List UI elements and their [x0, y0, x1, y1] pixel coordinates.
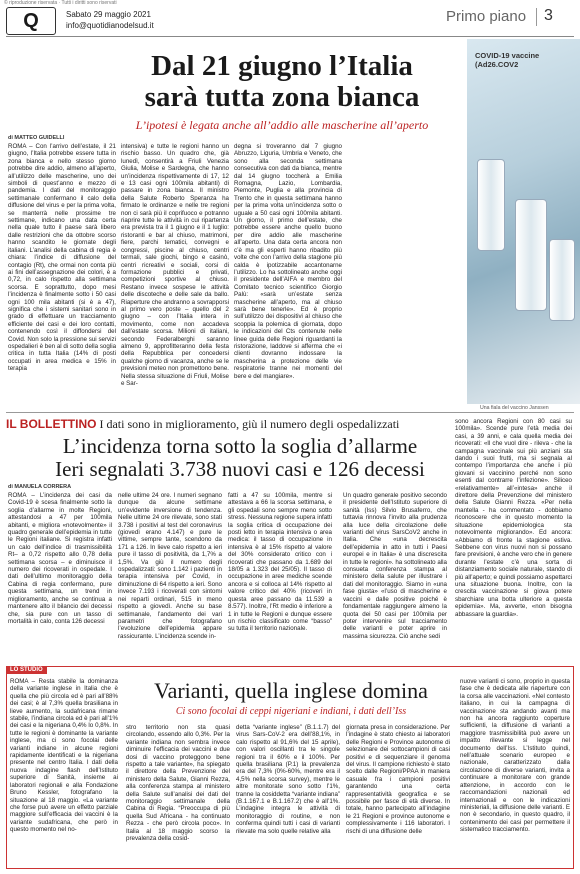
article2-byline: di MANUELA CORRERA [8, 484, 72, 490]
section-rule [6, 412, 574, 413]
page-number: 3 [544, 7, 553, 24]
article2-column-2: nelle ultime 24 ore. I numeri segnano dunque da alcune settimane un’evidente inversione di tendenza. Nelle ultime 24 ore rilevate, sono stati 3.738 i positivi al test del coronavirus (giovedì erano 4.147) e pure le vittime, sempre tante, scendono da 171 a 126. In lieve calo rispetto a ieri pure il tasso di positività, da 1,7% a 1,5%. Va giù il numero degli ospedalizzati: sono 1.142 i pazienti in terapia intensiva per Covid, in diminuzione di 64 rispetto a ieri. Sono invece 7.193 i ricoverati con sintomi nei reparti ordinari, 515 in meno rispetto a giovedì. Anche su base settimanale, l’andamento dei vari parametri che fotografano l’evoluzione dell’epidemia appare rassicurante. L’incidenza scende in- [118, 492, 222, 640]
article3-column-1: ROMA – Resta stabile la dominanza della variante inglese in Italia che è quella che più circola ed è pari all’88% dei casi; è al 7,3% quella brasiliana in lieve aumento, la sudafricana rimane stabile, l’indiana circola ed è pari all’1% dei casi e la nigeriana 0,4% lo 0,8%. In tutte le regioni è dominante la variante inglese, ma ci sono focolai delle varianti indiane in alcune regioni rapidamente identificati e la nigeriana presente nel centro Italia. I dati della nuova indagine flash dell’Istituto superiore di Sanità, insieme ai laboratori regionali e alla Fondazione Bruno Kessler, fotografano la situazione al 18 maggio. «La variante che forse può avere un effetto parziale maggiore sull’efficacia dei vaccini è la variante sudafricana, che però in questo momento nel no- [10, 678, 118, 834]
copyright-notice: © riproduzione riservata · Tutti i diritti sono riservati [4, 0, 117, 6]
article1-column-3: degna si troveranno dal 7 giugno Abruzzo, Liguria, Umbria e Veneto, che sono alla seconda settimana consecutiva con dati da bianca, mentre dal 14 giugno toccherà a Emilia Romagna, Lazio, Lombardia, Piemonte, Puglia e alla provincia di Trento che in questa settimana hanno per la prima volta un’incidenza sotto o uguale a 50 casi ogni 100mila abitanti. Un giorno, il primo dell’estate, che potrebbe essere anche quello buono per dire addio alle mascherine all’aperto. Una data certa ancora non c’è ma gli esperti hanno ribadito più volte che con l’arrivo della stagione più calda è ipotizzabile accantonarne l’utilizzo. Lo ha sottolineato anche oggi il presidente dell’AIFA e membro del Comitato tecnico scientifico Giorgio Palù: «sarà un’estate senza mascherine all’aperto, ma al chiuso sarà bene tenerle». Ed è proprio sull’utilizzo dei dispositivi al chiuso che scoppia la polemica di giornata, dopo le indicazioni del Cts contenute nelle linee guida delle Regioni riguardanti la ristorazione, laddove si afferma che «i clienti dovranno indossare la mascherina a protezione delle vie respiratorie tranne nei momenti del bere e del mangiare». [234, 143, 342, 380]
article2-column-1: ROMA – L’incidenza dei casi da Covid-19 è scesa finalmente sotto la soglia d’allarme in molte Regioni, attestandosi a 47 per 100mila abitanti, e migliora «notevolmente» il quadro generale dell’epidemia in tutte le Regioni italiane. Si registra infatti un calo dell’indice di trasmissibilità Rt– a 0,72 rispetto allo 0,78 della settimana scorsa – e diminuisce il numero dei ricoverati in ospedale. I dati dell’ultimo monitoraggio della Cabina di regia confermano, pure questa settimana, un trend in miglioramento, anche se continua a mantenere alto il bilancio dei decessi che, sia pure con un tasso di mortalità in calo, conta 126 decessi [8, 492, 112, 625]
photo-label [475, 51, 539, 69]
article2-headline [40, 435, 440, 481]
header-rule [6, 36, 574, 37]
newspaper-logo: Q [6, 7, 56, 35]
study-tag: LO STUDIO [6, 666, 47, 674]
vial-shape [477, 159, 505, 251]
photo-label-line2: (Ad26.COV2 [475, 60, 519, 69]
article2-column-4: Un quadro generale positivo secondo il presidente dell’Istituto superiore di sanità (Iss) Silvio Brusaferro, che tuttavia rinnova l’invito alla prudenza alla luce della circolazione delle varianti del virus SarsCoV2 anche in Italia. Che «una decrescita dell’epidemia in atto in tutti i Paesi europei e in Italia» è una discrescita in tutte le regioni». ha sottolineato alla consueta conferenza stampa al ministero della salute per illustrare i dati del monitoraggio. Siamo in «una fase giusta» «l’uso di mascherine e vaccini e dalle positive poiché è fondamentale raggiungere almeno la quota dei 50 casi per 100mila per poter intervenire sul tracciamento delle varianti e poter aprire in massima sicurezza. Ciò anche sedi [343, 492, 447, 640]
vial-shape [515, 199, 547, 311]
article3-column-5: nuove varianti ci sono, proprio in questa fase che è dedicata alle riaperture con la corsa alle vaccinazioni. «Nel contesto italiano, in cui la campagna di vaccinazione sta andando avanti ma non ha ancora raggiunto coperture sufficienti, la diffusione di varianti a maggiore trasmissibilità può avere un impatto rilevante sì legge nel documento dell’Iss. L’Istituto quindi, nell’attuale scenario europeo e nazionale, caratterizzato dalla circolazione di diverse varianti, invita a continuare a monitorare con grande attenzione, in accordo con le raccomandazioni nazionali ed internazionali e con le indicazioni ministeriali, la diffusione delle varianti. E non è secondario, in questo quadro, il contenimento dei casi per permettere il sistematico tracciamento. [460, 678, 570, 834]
article2-kicker [6, 417, 399, 432]
photo-label-line1: COVID-19 vaccine [475, 51, 540, 60]
article2-column-5: sono ancora Regioni con 80 casi su 100mila». Scende pure l’età media dei casi, a 39 anni, e cala quella media dei ricoverati: «Il che vuol dire - rileva - che la campagna vaccinale sui più anziani sta dando i suoi frutti, ma si segnala al contempo l’importanza che anche i più giovani si vaccinino perché non sono esenti dal contrarre l’infezione». Siliceo «relativamente» all’«intesa» anche il direttore della Prevenzione del ministero della Salute Gianni Rezza. «Per nella mantella - ha commentato - dobbiamo riconoscere che in questo momento la situazione epidemiologica sta notevolmente migliorando». Ed ancora: «Abbiamo di fronte la stagione estiva. Sebbene con virus nuovi non si possano fare previsioni, è anche vero che in genere durante l’estate c’è una sorta di distanziamento sociale naturale, stando di più all’aperto; e quindi possiamo aspettarci una situazione buona. Inoltre, con la crescita vaccinazione si giova potere sbarchiare una botta ulteriore a questa epidemia». Ma, avverte, «non bisogna abbassare la guardia». [455, 418, 572, 618]
issue-info [66, 9, 154, 31]
article3-column-3: detta “variante inglese” (B.1.1.7) del virus Sars-CoV-2 era dell’88,1%, in calo rispetto al 91,6% del 15 aprile), con valori oscillanti tra le singole regioni tra il 60% e il 100%. Per quella brasiliana (P.1) la prevalenza era del 7,3% (0%-60%, mentre era il 4,5% nella scorsa survey), mentre le altre monitorate sono sotto l’1%, tranne la cosiddetta “variante indiana” (B.1.167.1 e B.1.167.2) che è all’1%. L’indagine integra le attività di monitoraggio di routine, e non conferma quindi tutti i casi di varianti rilevate ma solo quelle relative alla [236, 724, 340, 835]
article1-column-2: intensiva) e tutte le regioni hanno un rischio basso. Un quadro che, già lunedì, consentirà a Friuli Venezia Giulia, Molise e Sardegna, che hanno un’incidenza rispettivamente di 17, 12 e 13 casi ogni 100mila abitanti) di passare in zona bianca. Il ministro della Salute Roberto Speranza ha firmato le ordinanze e nelle tre regioni non ci sarà più il coprifuoco e potranno riaprire tutte le attività in cui ripartenza era prevista tra il 1 giugno e il 1 luglio: ristoranti e bar al chiuso, matrimoni, fiere, parchi tematici, convegni e congressi, piscine al chiuso, centri termali, sale giochi, bingo e casinò, centri ricreativi e sociali, corsi di formazione pubblici e privati, competizioni sportive al chiuso. Restano invece sospese le attività delle discoteche e delle sale da ballo. Riaperture che andranno a sovrapporsi al primo vero poste – quello del 2 giugno – con l’Italia intera in movimento, come non accadeva dall’estate scorsa. Milioni di italiani, secondo Federalberghi saranno almeno 9, approfitteranno della festa della Repubblica per concedersi qualche giorno di vacanza, anche se le previsioni meteo non promettono bene. Nella stessa situazione di Friuli, Molise e Sar- [121, 143, 229, 387]
article1-byline: di MATTEO GUIDELLI [8, 135, 65, 141]
section-title: Primo piano [446, 8, 527, 25]
vaccine-photo [467, 39, 580, 404]
article2-column-3: fatti a 47 su 100mila, mentre si attestava a 66 la scorsa settimana, e gli ospedali sono sempre meno sotto stress. Nessuna regione supera infatti la soglia critica di occupazione dei posti letto in terapia intensiva o area medica: il tasso di occupazione in intensiva è al 15% rispetto al valore del 30% considerato critico con i ricoverati che passano da 1.689 del 18/05 a 1.323 del 25/05). Il tasso di occupazione in aree mediche scende ancora e si colloca al 14% rispetto al valore critico del 40% (ricoveri in questa aree passano da 11.539 a 8.577). Inoltre, l’Rt medio è inferiore a 1 in tutte le Regioni e dunque essere un rischio classificato come “basso” su tutta il territorio nazionale. [228, 492, 332, 633]
issue-date: Sabato 29 maggio 2021 [66, 10, 151, 19]
photo-caption: Una fiala del vaccino Janssen [480, 405, 549, 411]
article2-headline-line2: Ieri segnalati 3.738 nuovi casi e 126 decessi [55, 457, 425, 481]
article1-headline [102, 51, 462, 113]
article2-kicker-text: I dati sono in miglioramento, giù il numero degli ospedalizzati [99, 417, 400, 431]
vial-shape [549, 239, 575, 321]
article3-column-4: giornata presa in considerazione. Per l’indagine è stato chiesto ai laboratori delle Regioni e Province autonome di selezionare dei sottocampioni di casi positivi e di sequenziare il genoma del virus. Il campione richiesto è stato scelto dalle Regioni/PPAA in maniera casuale fra i campioni positivi garantendo una certa rappresentatività geografica e se possibile per fasce di età diverse. In totale, hanno partecipato all’indagine le 21 Regioni e province autonome e complessivamente i 116 laboratori. I rischi di una diffusione delle [346, 724, 450, 835]
article3-column-2: stro territorio non sta quasi circolando, essendo allo 0,3%. Per la variante indiana non sembra invece diminuire l’efficacia dei vaccini e due dosi di vaccino proteggono bene rispetto a tale variante», ha spiegato il direttore della Prevenzione del ministero della Salute, Gianni Rezza, alla conferenza stampa al ministero della Salute sull’analisi dei dati del monitoraggio settimanale della Cabina di Regia. “Preoccupa di più quella Sud Africana - ha continuato Rezza - che però circola poco». In Italia al 18 maggio scorso la prevalenza della cosid- [126, 724, 230, 843]
article1-column-1: ROMA – Con l’arrivo dell’estate, il 21 giugno, l’Italia potrebbe essere tutta in zona bianca e nello stesso giorno potrebbe dire addio, almeno all’aperto, all’utilizzo delle mascherine, uno dei simboli di quest’anno e mezzo di pandemia. I dati del monitoraggio settimanale confermano il calo della diffusione del virus e per la prima volta, se manterrà nelle prossime tre settimane, indicano una data certa nella quale tutto il paese sarà libero dalle restrizioni che da ottobre scorso hanno scandito le giornate degli italiani. L’analisi della cabina di regia è chiara: l’indice di diffusione del contagio (Rt), che ormai non conta più ai fini dell’assegnazione dei colori, è a 0,72, in calo rispetto alla settimana scorsa. E soprattutto, dopo mesi l’incidenza è finalmente sotto i 50 casi ogni 100 mila abitanti (si è a 47), significa che i sistemi sanitari sono in grado di effettuare un tracciamento efficiente dei casi e dei loro contatti, contenendo così il diffondersi del Covid. Non solo la pressione sui servizi ospedalieri è ben al di sotto della soglia critica in tutta Italia (14% di posti occupati in area medica e 15% in terapia [8, 143, 116, 373]
article1-headline-line2: sarà tutta zona bianca [144, 81, 420, 113]
article1-headline-line1: Dal 21 giugno l’Italia [151, 50, 413, 82]
article3-subtitle: Ci sono focolai di ceppi nigeriani e indiani, i dati dell’Iss [175, 706, 407, 717]
article2-headline-line1: L’incidenza torna sotto la soglia d’allarme [62, 434, 418, 458]
article3-headline: Varianti, quella inglese domina [154, 678, 428, 703]
header-separator [536, 8, 537, 26]
article2-tag: IL BOLLETTINO [6, 417, 97, 431]
contact-email: info@quotidianodelsud.it [66, 21, 154, 30]
article1-subtitle: L’ipotesi è legata anche all’addio alle mascherine all’aperto [135, 118, 429, 132]
